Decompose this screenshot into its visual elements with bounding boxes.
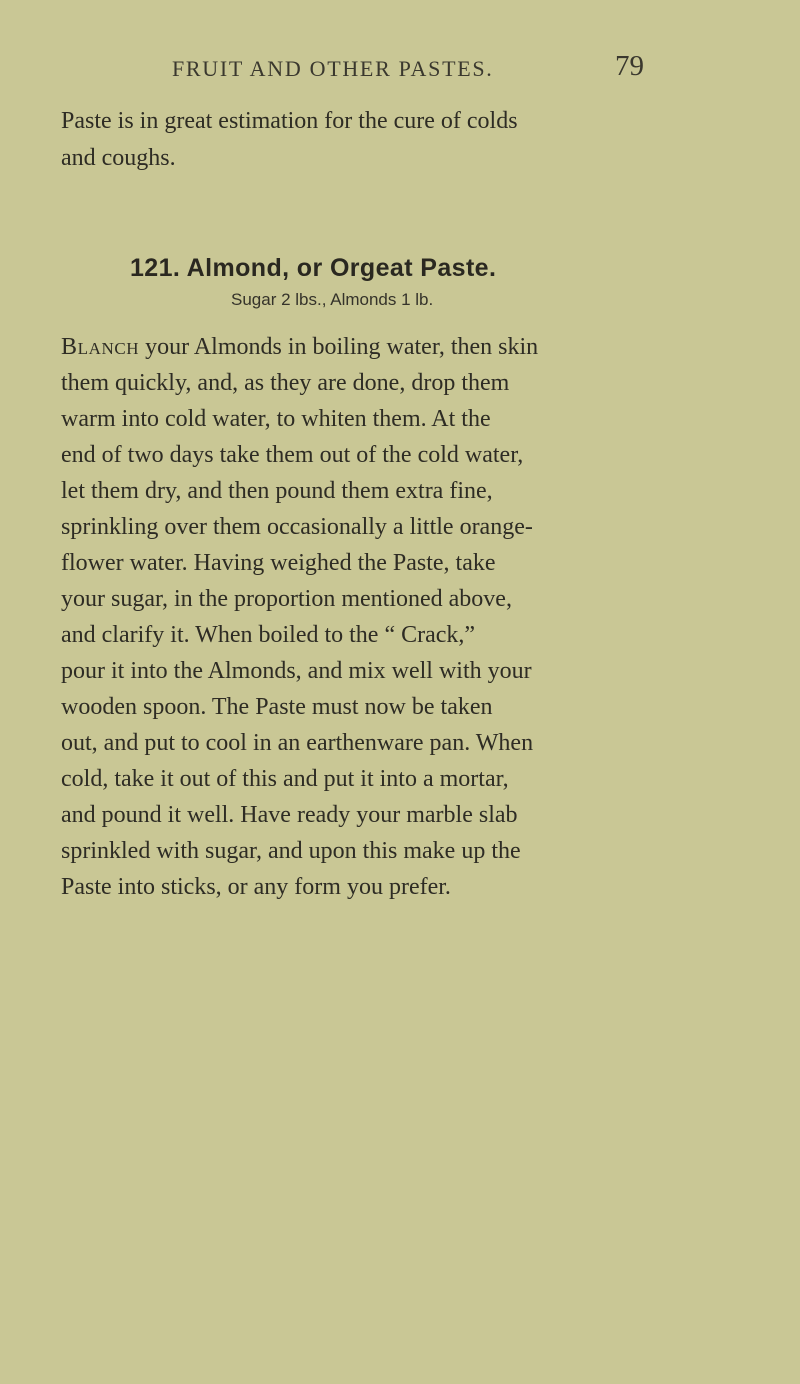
page-number: 79 bbox=[615, 50, 644, 82]
recipe-line-16: Paste into sticks, or any form you prefer. bbox=[61, 874, 451, 900]
recipe-line-2: them quickly, and, as they are done, drop them bbox=[61, 370, 510, 396]
recipe-line-13: cold, take it out of this and put it into a mortar, bbox=[61, 766, 509, 792]
recipe-line-8: your sugar, in the proportion mentioned above, bbox=[61, 586, 512, 612]
recipe-line-11: wooden spoon. The Paste must now be taken bbox=[61, 694, 493, 720]
running-header bbox=[0, 50, 800, 96]
intro-line-1: Paste is in great estimation for the cure of colds bbox=[61, 108, 518, 134]
recipe-line-4: end of two days take them out of the cold water, bbox=[61, 442, 524, 468]
recipe-line-7: flower water. Having weighed the Paste, take bbox=[61, 550, 496, 576]
recipe-line-12: out, and put to cool in an earthenware pan. When bbox=[61, 730, 534, 756]
intro-line-2: and coughs. bbox=[61, 145, 176, 171]
recipe-line-3: warm into cold water, to whiten them. At the bbox=[61, 406, 491, 432]
recipe-first-line-rest: your Almonds in boiling water, then skin bbox=[139, 334, 539, 360]
recipe-line-9: and clarify it. When boiled to the “ Crack,” bbox=[61, 622, 476, 648]
recipe-line-15: sprinkled with sugar, and upon this make up the bbox=[61, 838, 521, 864]
recipe-proportions: Sugar 2 lbs., Almonds 1 lb. bbox=[231, 290, 434, 309]
recipe-heading: 121. Almond, or Orgeat Paste. bbox=[130, 254, 497, 282]
recipe-line-5: let them dry, and then pound them extra fine, bbox=[61, 478, 493, 504]
recipe-line-14: and pound it well. Have ready your marble slab bbox=[61, 802, 518, 828]
recipe-line-6: sprinkling over them occasionally a little orange- bbox=[61, 514, 533, 540]
running-header-title: FRUIT AND OTHER PASTES. bbox=[172, 56, 494, 81]
recipe-line-10: pour it into the Almonds, and mix well with your bbox=[61, 658, 532, 684]
recipe-line-1 bbox=[61, 334, 538, 361]
recipe-first-word: Blanch bbox=[61, 334, 140, 360]
